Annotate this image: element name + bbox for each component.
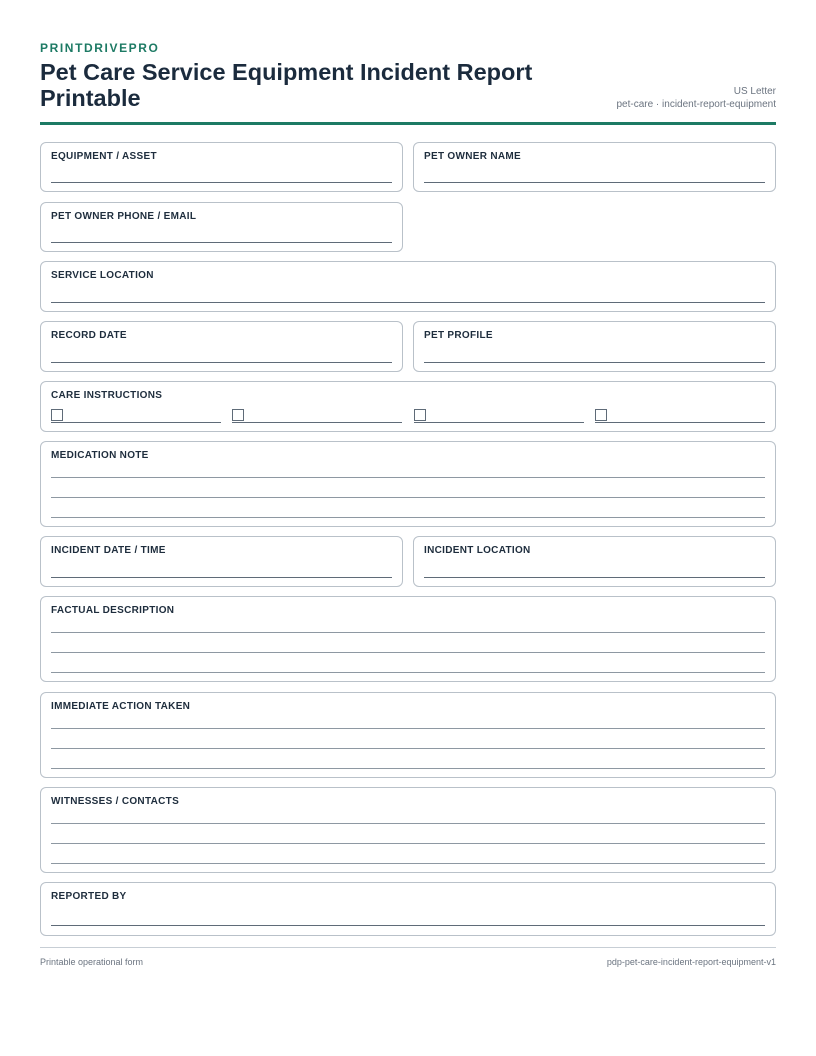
checkbox-icon[interactable] bbox=[414, 409, 426, 421]
immediate-action-label: IMMEDIATE ACTION TAKEN bbox=[51, 701, 191, 712]
care-instructions-label: CARE INSTRUCTIONS bbox=[51, 390, 163, 401]
care-option-line bbox=[595, 422, 765, 423]
paper-size: US Letter bbox=[733, 86, 776, 97]
witnesses-line-3[interactable] bbox=[51, 863, 765, 864]
record-date-field[interactable] bbox=[40, 321, 403, 372]
reported-by-label: REPORTED BY bbox=[51, 891, 127, 902]
factual-description-field[interactable] bbox=[40, 596, 776, 682]
immediate-action-line-2[interactable] bbox=[51, 748, 765, 749]
care-instructions-field bbox=[40, 381, 776, 432]
immediate-action-field[interactable] bbox=[40, 692, 776, 778]
witnesses-label: WITNESSES / CONTACTS bbox=[51, 796, 180, 807]
footer-form-id: pdp-pet-care-incident-report-equipment-v1 bbox=[606, 957, 776, 967]
pet-owner-contact-label: PET OWNER PHONE / EMAIL bbox=[51, 211, 197, 222]
checkbox-icon[interactable] bbox=[51, 409, 63, 421]
medication-note-line-2[interactable] bbox=[51, 497, 765, 498]
brand-name: PRINTDRIVEPRO bbox=[40, 41, 160, 55]
medication-note-field[interactable] bbox=[40, 441, 776, 527]
pet-profile-line[interactable] bbox=[424, 362, 765, 363]
pet-owner-name-field[interactable] bbox=[413, 142, 776, 192]
equipment-asset-label: EQUIPMENT / ASSET bbox=[51, 151, 157, 162]
incident-location-field[interactable] bbox=[413, 536, 776, 587]
factual-description-line-3[interactable] bbox=[51, 672, 765, 673]
record-date-line[interactable] bbox=[51, 362, 392, 363]
pet-profile-label: PET PROFILE bbox=[424, 330, 493, 341]
factual-description-line-2[interactable] bbox=[51, 652, 765, 653]
checkbox-icon[interactable] bbox=[595, 409, 607, 421]
care-option-line bbox=[414, 422, 584, 423]
service-location-field[interactable] bbox=[40, 261, 776, 312]
pet-owner-name-line[interactable] bbox=[424, 182, 765, 183]
immediate-action-line-1[interactable] bbox=[51, 728, 765, 729]
factual-description-line-1[interactable] bbox=[51, 632, 765, 633]
incident-datetime-field[interactable] bbox=[40, 536, 403, 587]
equipment-asset-line[interactable] bbox=[51, 182, 392, 183]
pet-owner-contact-field[interactable] bbox=[40, 202, 403, 252]
pet-owner-name-label: PET OWNER NAME bbox=[424, 151, 521, 162]
reported-by-field[interactable] bbox=[40, 882, 776, 936]
medication-note-line-3[interactable] bbox=[51, 517, 765, 518]
equipment-asset-field[interactable] bbox=[40, 142, 403, 192]
incident-location-line[interactable] bbox=[424, 577, 765, 578]
page-title: Pet Care Service Equipment Incident Report Printable bbox=[40, 59, 533, 111]
care-option-3[interactable] bbox=[414, 409, 584, 423]
service-location-label: SERVICE LOCATION bbox=[51, 270, 154, 281]
header-rule bbox=[40, 122, 776, 125]
medication-note-line-1[interactable] bbox=[51, 477, 765, 478]
pet-profile-field[interactable] bbox=[413, 321, 776, 372]
form-slug: pet-care · incident-report-equipment bbox=[616, 99, 776, 110]
witnesses-field[interactable] bbox=[40, 787, 776, 873]
care-option-1[interactable] bbox=[51, 409, 221, 423]
care-option-2[interactable] bbox=[232, 409, 402, 423]
footer-form-type: Printable operational form bbox=[40, 957, 144, 967]
medication-note-label: MEDICATION NOTE bbox=[51, 450, 149, 461]
record-date-label: RECORD DATE bbox=[51, 330, 127, 341]
care-option-line bbox=[232, 422, 402, 423]
immediate-action-line-3[interactable] bbox=[51, 768, 765, 769]
incident-datetime-label: INCIDENT DATE / TIME bbox=[51, 545, 166, 556]
service-location-line[interactable] bbox=[51, 302, 765, 303]
witnesses-line-1[interactable] bbox=[51, 823, 765, 824]
pet-owner-contact-line[interactable] bbox=[51, 242, 392, 243]
factual-description-label: FACTUAL DESCRIPTION bbox=[51, 605, 175, 616]
care-option-line bbox=[51, 422, 221, 423]
incident-datetime-line[interactable] bbox=[51, 577, 392, 578]
witnesses-line-2[interactable] bbox=[51, 843, 765, 844]
incident-location-label: INCIDENT LOCATION bbox=[424, 545, 531, 556]
reported-by-line[interactable] bbox=[51, 925, 765, 926]
document-meta bbox=[616, 85, 776, 111]
footer-rule bbox=[40, 947, 776, 948]
checkbox-icon[interactable] bbox=[232, 409, 244, 421]
care-option-4[interactable] bbox=[595, 409, 765, 423]
